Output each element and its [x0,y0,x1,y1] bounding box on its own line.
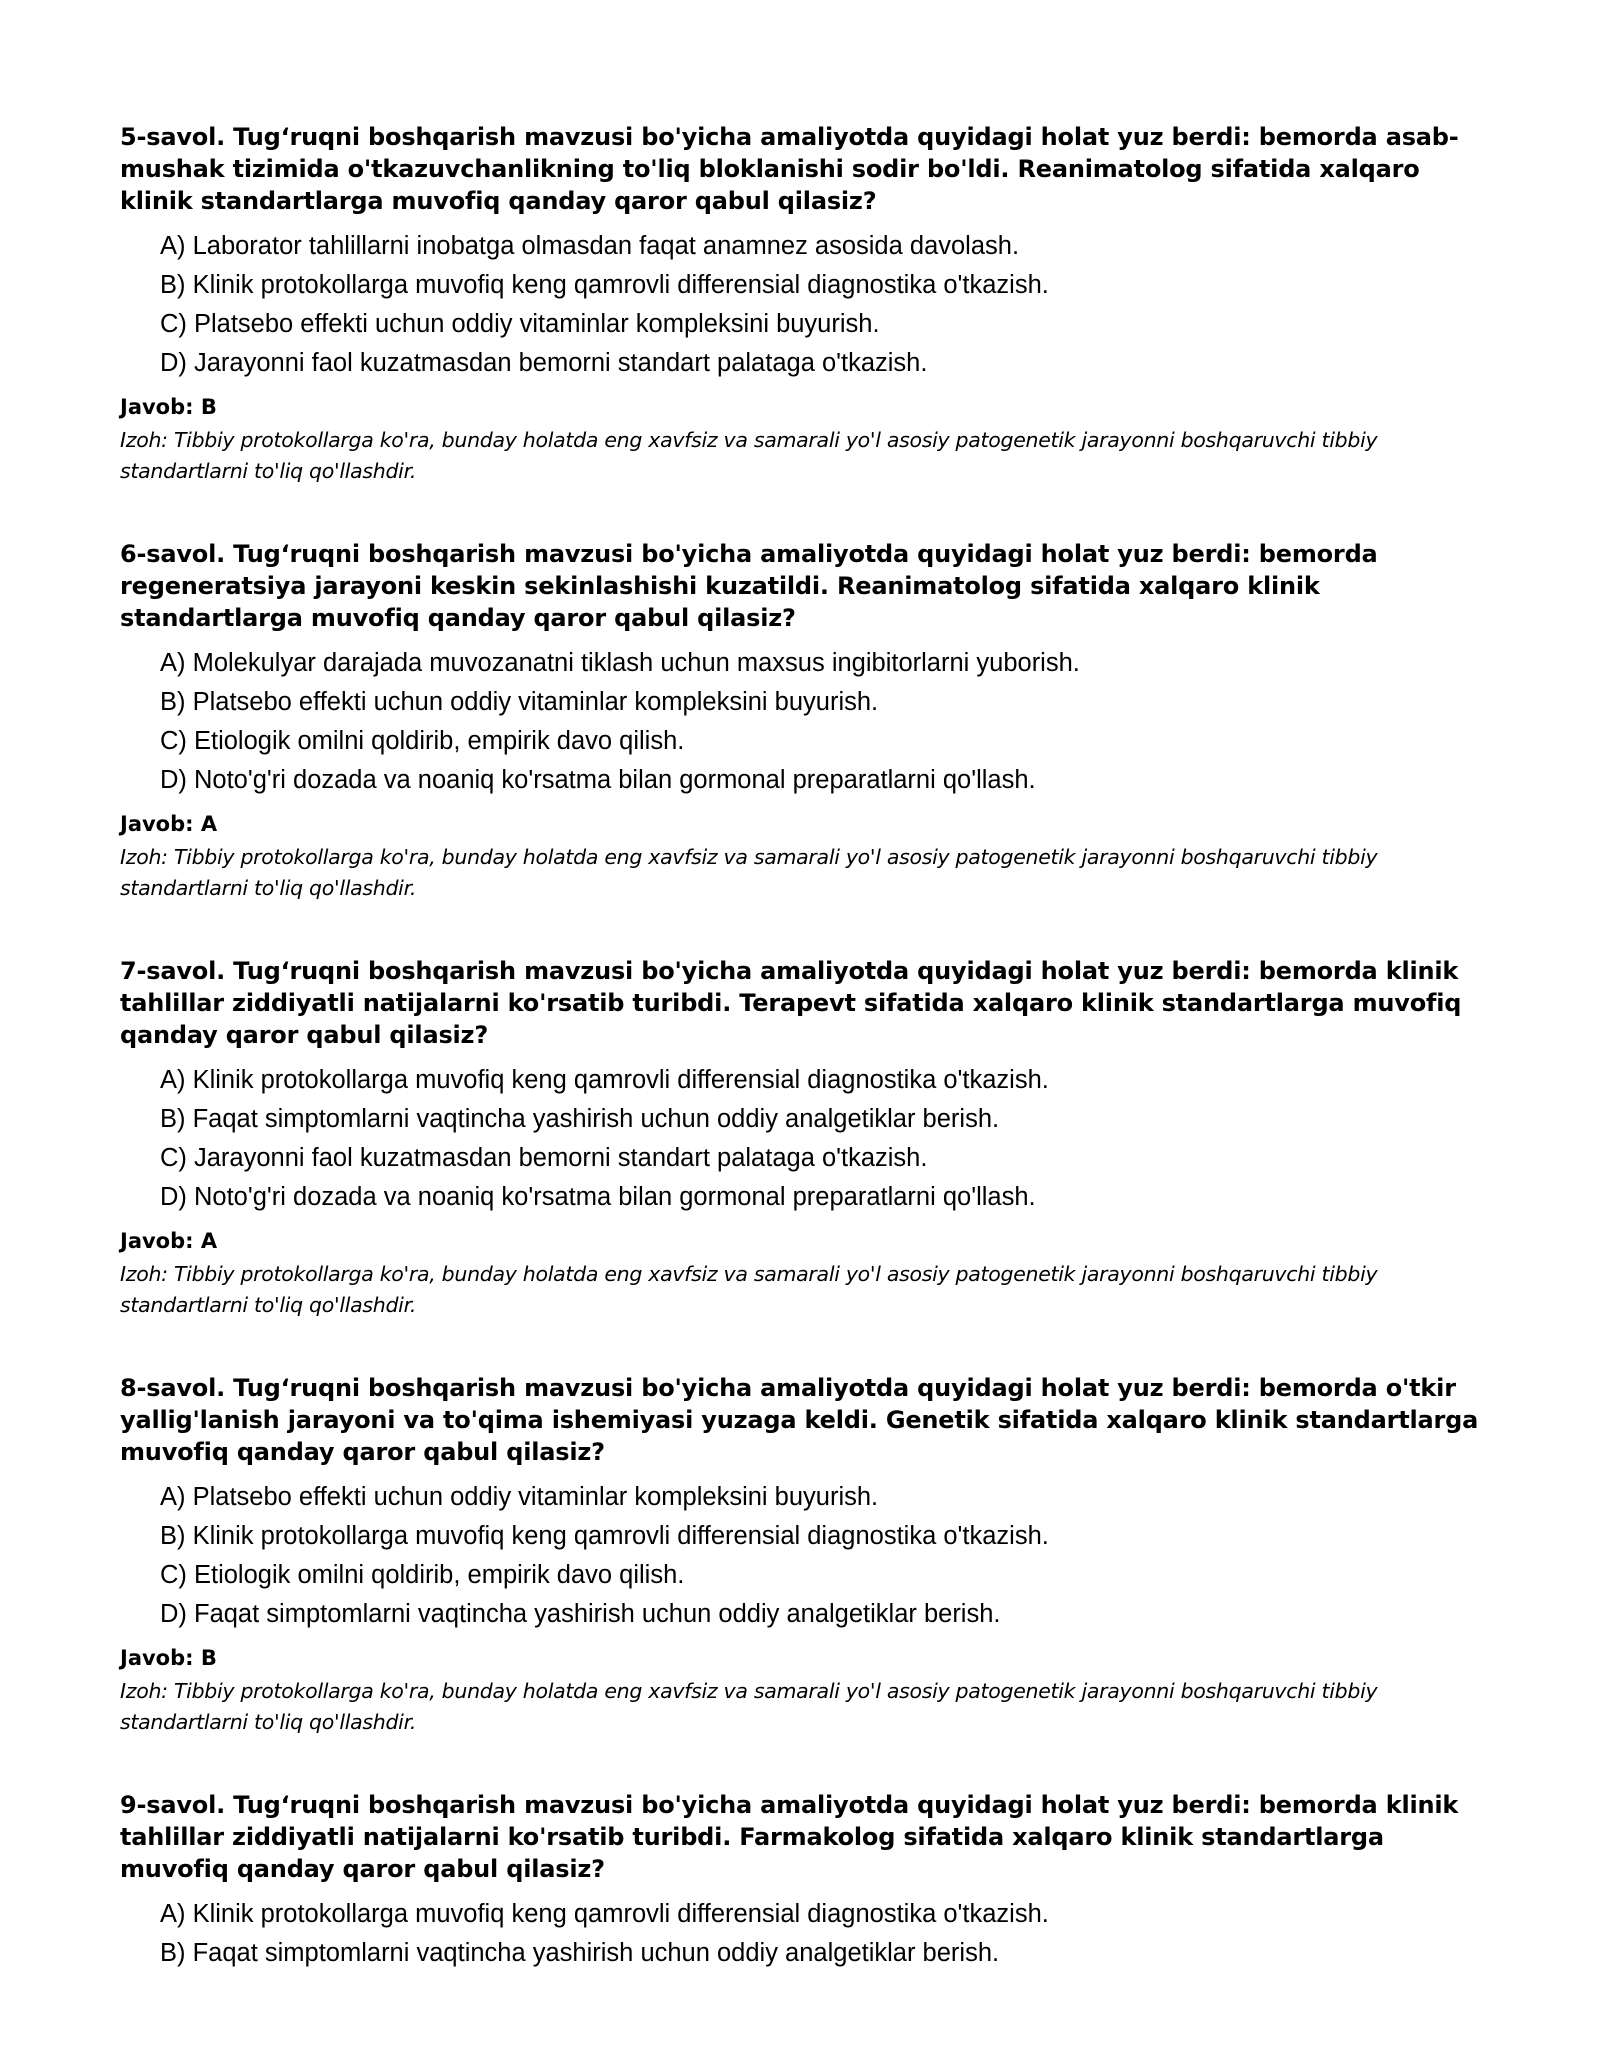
options-list [160,644,1500,800]
answer-label: Javob: A [120,812,218,836]
document-page [120,121,1500,2024]
explanation-text: Izoh: Tibbiy protokollarga ko'ra, bunday holatda eng xavfsiz va samarali yo'l asosiy patogenetik jarayonni boshqaruvchi tibbiy standartlarni to'liq qo'llashdir. [120,428,1378,483]
option-d: D) Noto'g'ri dozada va noaniq ko'rsatma bilan gormonal preparatlarni qo'llash. [160,766,1036,794]
options-list [160,227,1500,383]
options-list [160,1895,1500,1973]
answer-label: Javob: B [120,395,217,419]
option-c: C) Platsebo effekti uchun oddiy vitaminlar kompleksini buyurish. [160,310,880,338]
option-c: C) Etiologik omilni qoldirib, empirik davo qilish. [160,727,685,755]
question-5 [120,121,1500,487]
question-title: 6-savol. Tug‘ruqni boshqarish mavzusi bo'yicha amaliyotda quyidagi holat yuz berdi: bemorda regeneratsiya jarayoni keskin sekinlashishi kuzatildi. Reanimatolog sifatida xalqaro klinik standartlarga muvofiq qanday qaror qabul qilasiz? [120,540,1378,632]
question-8 [120,1372,1500,1738]
option-d: D) Faqat simptomlarni vaqtincha yashirish uchun oddiy analgetiklar berish. [160,1600,1001,1628]
question-7 [120,955,1500,1321]
question-title: 5-savol. Tug‘ruqni boshqarish mavzusi bo'yicha amaliyotda quyidagi holat yuz berdi: bemorda asab-mushak tizimida o'tkazuvchanlikning to'liq bloklanishi sodir bo'ldi. Reanimatolog sifatida xalqaro klinik standartlarga muvofiq qanday qaror qabul qilasiz? [120,123,1459,215]
option-b: B) Klinik protokollarga muvofiq keng qamrovli differensial diagnostika o'tkazish. [160,1522,1049,1550]
option-a: A) Laborator tahlillarni inobatga olmasdan faqat anamnez asosida davolash. [160,232,1020,260]
option-c: C) Jarayonni faol kuzatmasdan bemorni standart palataga o'tkazish. [160,1144,928,1172]
explanation-text: Izoh: Tibbiy protokollarga ko'ra, bunday holatda eng xavfsiz va samarali yo'l asosiy patogenetik jarayonni boshqaruvchi tibbiy standartlarni to'liq qo'llashdir. [120,1262,1378,1317]
option-a: A) Platsebo effekti uchun oddiy vitaminlar kompleksini buyurish. [160,1483,879,1511]
answer-label: Javob: A [120,1229,218,1253]
option-a: A) Klinik protokollarga muvofiq keng qamrovli differensial diagnostika o'tkazish. [160,1900,1049,1928]
answer-label: Javob: B [120,1646,217,1670]
question-6 [120,538,1500,904]
question-title: 7-savol. Tug‘ruqni boshqarish mavzusi bo'yicha amaliyotda quyidagi holat yuz berdi: bemorda klinik tahlillar ziddiyatli natijalarni ko'rsatib turibdi. Terapevt sifatida xalqaro klinik standartlarga muvofiq qanday qaror qabul qilasiz? [120,957,1462,1049]
options-list [160,1061,1500,1217]
option-a: A) Molekulyar darajada muvozanatni tiklash uchun maxsus ingibitorlarni yuborish. [160,649,1080,677]
question-title: 8-savol. Tug‘ruqni boshqarish mavzusi bo'yicha amaliyotda quyidagi holat yuz berdi: bemorda o'tkir yallig'lanish jarayoni va to'qima ishemiyasi yuzaga keldi. Genetik sifatida xalqaro klinik standartlarga muvofiq qanday qaror qabul qilasiz? [120,1374,1479,1466]
option-a: A) Klinik protokollarga muvofiq keng qamrovli differensial diagnostika o'tkazish. [160,1066,1049,1094]
option-b: B) Faqat simptomlarni vaqtincha yashirish uchun oddiy analgetiklar berish. [160,1939,1000,1967]
option-b: B) Klinik protokollarga muvofiq keng qamrovli differensial diagnostika o'tkazish. [160,271,1049,299]
options-list [160,1478,1500,1634]
option-d: D) Noto'g'ri dozada va noaniq ko'rsatma bilan gormonal preparatlarni qo'llash. [160,1183,1036,1211]
question-title: 9-savol. Tug‘ruqni boshqarish mavzusi bo'yicha amaliyotda quyidagi holat yuz berdi: bemorda klinik tahlillar ziddiyatli natijalarni ko'rsatib turibdi. Farmakolog sifatida xalqaro klinik standartlarga muvofiq qanday qaror qabul qilasiz? [120,1791,1459,1883]
option-b: B) Platsebo effekti uchun oddiy vitaminlar kompleksini buyurish. [160,688,879,716]
option-c: C) Etiologik omilni qoldirib, empirik davo qilish. [160,1561,685,1589]
question-9 [120,1789,1500,1973]
option-b: B) Faqat simptomlarni vaqtincha yashirish uchun oddiy analgetiklar berish. [160,1105,1000,1133]
explanation-text: Izoh: Tibbiy protokollarga ko'ra, bunday holatda eng xavfsiz va samarali yo'l asosiy patogenetik jarayonni boshqaruvchi tibbiy standartlarni to'liq qo'llashdir. [120,845,1378,900]
option-d: D) Jarayonni faol kuzatmasdan bemorni standart palataga o'tkazish. [160,349,928,377]
explanation-text: Izoh: Tibbiy protokollarga ko'ra, bunday holatda eng xavfsiz va samarali yo'l asosiy patogenetik jarayonni boshqaruvchi tibbiy standartlarni to'liq qo'llashdir. [120,1679,1378,1734]
